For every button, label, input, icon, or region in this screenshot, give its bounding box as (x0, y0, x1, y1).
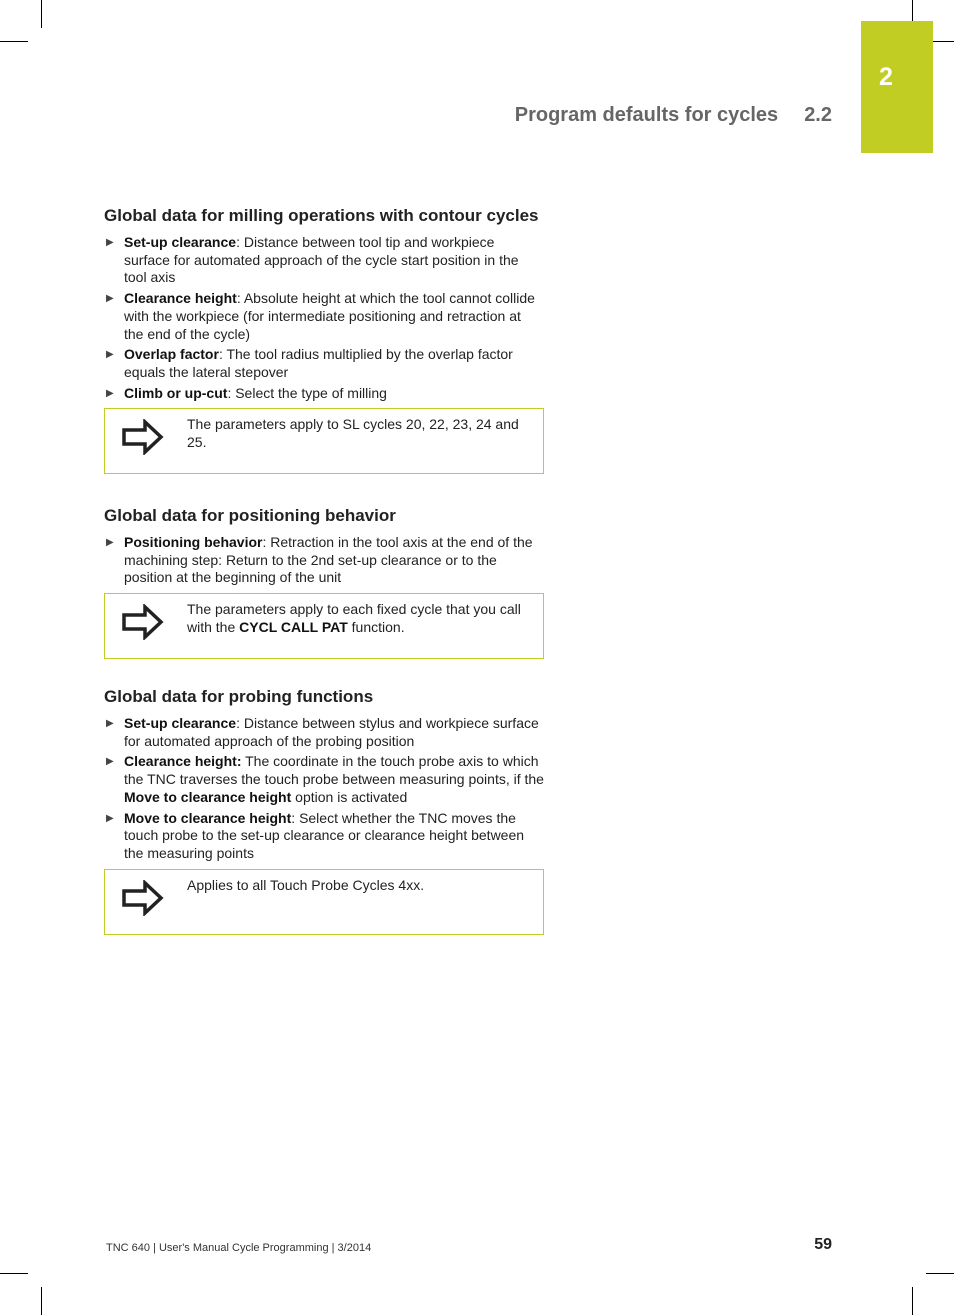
list-item (104, 385, 544, 403)
term: Move to clearance height (124, 788, 292, 805)
list-item (104, 810, 544, 863)
bullet-list (104, 234, 554, 402)
bullet-list (104, 534, 554, 587)
list-item (104, 715, 544, 750)
chapter-tab (861, 21, 933, 153)
note-code: CYCL CALL PAT (239, 618, 348, 635)
description: Absolute height at which the tool cannot collide with the workpiece (for intermediate positioning and retraction at the end of the cycle) (124, 290, 535, 342)
arrow-right-icon (121, 880, 165, 921)
section-number: 2.2 (804, 104, 832, 126)
footer-text: TNC 640 | User's Manual Cycle Programming | 3/2014 (106, 1242, 372, 1254)
list-item (104, 290, 544, 343)
triangle-bullet-icon: ▶ (106, 237, 114, 248)
description: Retraction in the tool axis at the end of the machining step: Return to the 2nd set-up clearance or to the position at the beginning of the unit (124, 534, 533, 586)
section-heading: Global data for positioning behavior (104, 506, 396, 525)
triangle-bullet-icon: ▶ (106, 756, 114, 768)
arrow-right-icon (121, 419, 165, 460)
separator: : (236, 290, 244, 307)
separator: : (218, 346, 227, 363)
list-item (104, 534, 544, 587)
note-text-part: function. (347, 618, 405, 635)
note-text (187, 601, 537, 636)
note-box (104, 869, 544, 935)
term: Clearance height: (124, 753, 242, 770)
page-number: 59 (814, 1236, 832, 1253)
crop-mark (41, 0, 42, 28)
description: Select the type of milling (235, 384, 387, 401)
note-text-part: Applies to all Touch Probe Cycles 4xx. (187, 876, 425, 893)
description: The coordinate in the touch probe axis to which the TNC traverses the touch probe between measuring points, if the (124, 753, 544, 788)
note-text-part: The parameters apply to each fixed cycle that you call with the (187, 601, 521, 635)
arrow-right-icon (121, 604, 165, 645)
triangle-bullet-icon: ▶ (106, 387, 114, 399)
term: Set-up clearance (124, 715, 237, 731)
term: Set-up clearance (124, 234, 237, 250)
separator: : (236, 234, 244, 250)
crop-mark (0, 1273, 28, 1274)
section (104, 687, 554, 935)
term: Climb or up-cut (124, 384, 228, 401)
section (104, 506, 554, 659)
separator: : (227, 384, 236, 401)
triangle-bullet-icon: ▶ (106, 349, 114, 361)
running-header (515, 104, 832, 127)
list-item (104, 234, 544, 287)
list-item (104, 346, 544, 381)
note-text (187, 416, 537, 451)
bullet-list (104, 715, 554, 863)
term: Move to clearance height (124, 809, 292, 826)
note-text-part: The parameters apply to SL cycles 20, 22, 23, 24 and 25. (187, 416, 519, 450)
description: The tool radius multiplied by the overlap factor equals the lateral stepover (124, 346, 513, 380)
description: option is activated (291, 788, 408, 805)
triangle-bullet-icon: ▶ (106, 537, 114, 548)
triangle-bullet-icon: ▶ (106, 293, 114, 305)
description: Distance between tool tip and workpiece surface for automated approach of the cycle start position in the tool axis (124, 234, 519, 286)
crop-mark (41, 1287, 42, 1315)
crop-mark (912, 0, 913, 21)
description: Distance between stylus and workpiece surface for automated approach of the probing position (124, 715, 539, 749)
chapter-number: 2 (879, 63, 893, 91)
description: Select whether the TNC moves the touch probe to the set-up clearance or clearance height between the measuring points (124, 809, 525, 861)
list-item (104, 753, 544, 806)
section-heading: Global data for milling operations with contour cycles (104, 206, 539, 225)
separator: : (291, 809, 300, 826)
note-text (187, 877, 537, 895)
term: Clearance height (124, 290, 237, 307)
section (104, 206, 554, 474)
term: Positioning behavior (124, 534, 263, 550)
crop-mark (933, 41, 954, 42)
note-box (104, 593, 544, 659)
triangle-bullet-icon: ▶ (106, 718, 114, 729)
crop-mark (926, 1273, 954, 1274)
separator: : (236, 715, 244, 731)
section-title: Program defaults for cycles (514, 104, 779, 126)
term: Overlap factor (124, 346, 219, 363)
separator: : (262, 534, 271, 550)
section-heading: Global data for probing functions (104, 687, 374, 706)
crop-mark (912, 1287, 913, 1315)
triangle-bullet-icon: ▶ (106, 812, 114, 824)
crop-mark (0, 41, 28, 42)
note-box (104, 408, 544, 474)
